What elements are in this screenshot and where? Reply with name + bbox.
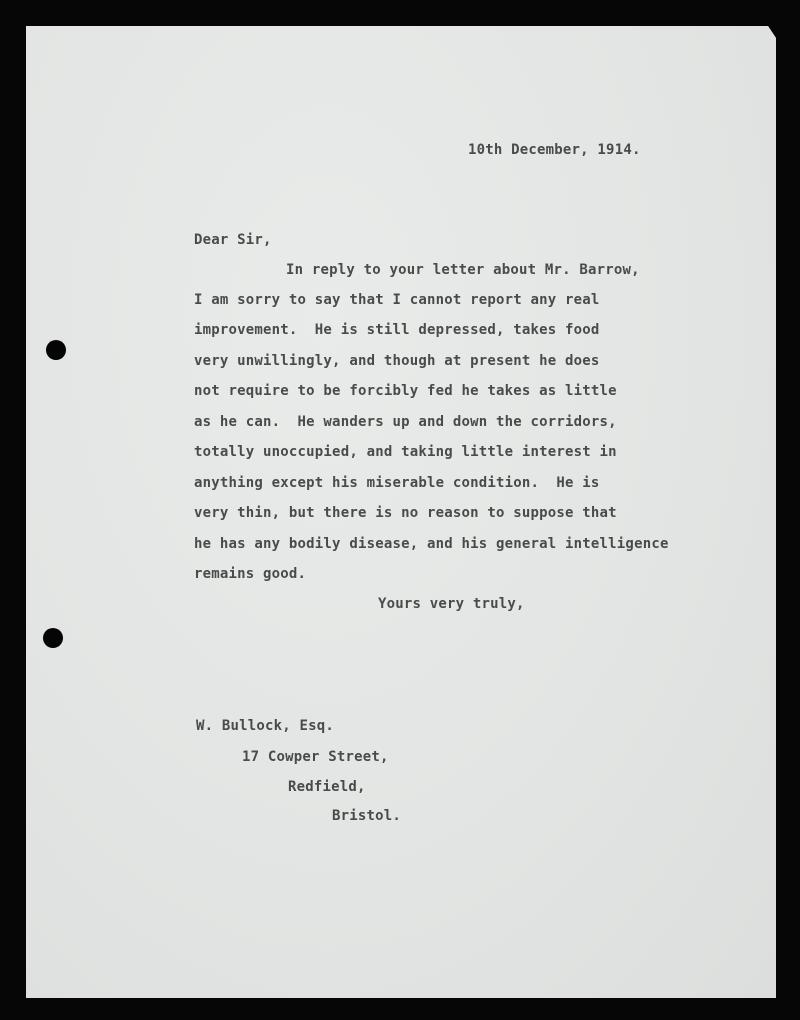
letter-date: 10th December, 1914. bbox=[468, 142, 641, 158]
closing: Yours very truly, bbox=[378, 596, 525, 612]
body-line: totally unoccupied, and taking little interest in bbox=[194, 444, 617, 460]
body-line: as he can. He wanders up and down the corridors, bbox=[194, 414, 617, 430]
body-line: improvement. He is still depressed, takes food bbox=[194, 322, 600, 338]
body-line: he has any bodily disease, and his general intelligence bbox=[194, 536, 669, 552]
address-name: W. Bullock, Esq. bbox=[196, 718, 335, 734]
punch-hole-lower bbox=[43, 628, 63, 648]
body-line: not require to be forcibly fed he takes as little bbox=[194, 383, 617, 399]
address-street: 17 Cowper Street, bbox=[242, 749, 389, 765]
body-line: anything except his miserable condition. He is bbox=[194, 475, 600, 491]
body-line: very thin, but there is no reason to suppose that bbox=[194, 505, 617, 521]
body-line: very unwillingly, and though at present he does bbox=[194, 353, 600, 369]
body-line: I am sorry to say that I cannot report any real bbox=[194, 292, 600, 308]
body-line: remains good. bbox=[194, 566, 307, 582]
punch-hole-upper bbox=[46, 340, 66, 360]
address-city: Bristol. bbox=[332, 808, 402, 824]
body-line: In reply to your letter about Mr. Barrow, bbox=[286, 262, 640, 278]
address-district: Redfield, bbox=[288, 779, 366, 795]
salutation: Dear Sir, bbox=[194, 232, 272, 248]
